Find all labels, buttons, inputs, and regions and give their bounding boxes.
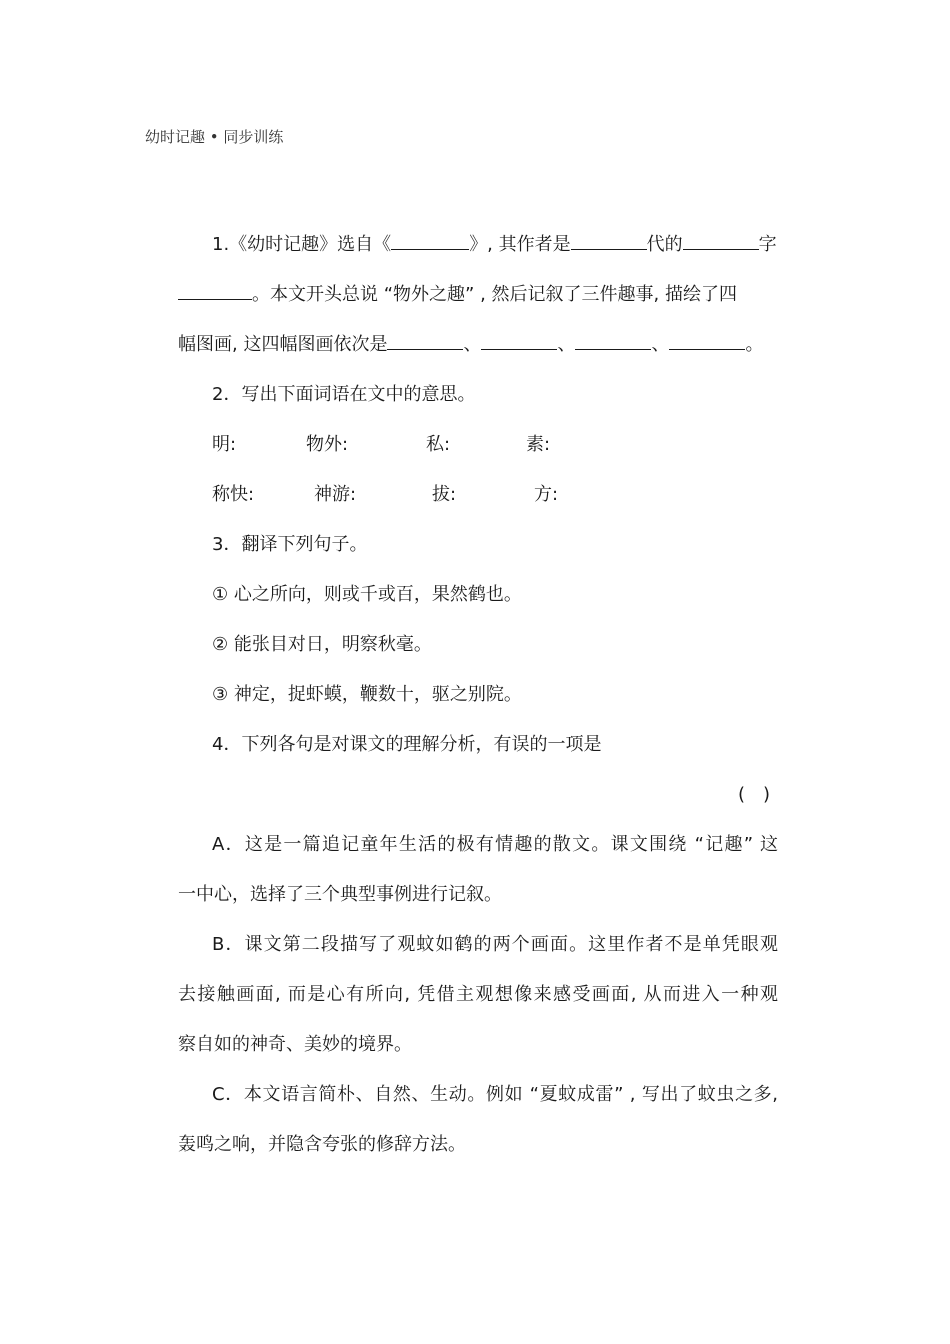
question-3-item-1: ① 心之所向，则或千或百，果然鹤也。 bbox=[212, 584, 522, 605]
q1-text-6: 幅图画, 这四幅图画依次是 bbox=[178, 334, 388, 355]
blank-courtesy-name bbox=[178, 281, 252, 300]
page-header: 幼时记趣 • 同步训练 bbox=[145, 128, 284, 146]
q1-text-4: 字 bbox=[758, 234, 777, 255]
option-b-line-2: 去接触画面, 而是心有所向, 凭借主观想像来感受画面, 从而进入一种观 bbox=[178, 984, 778, 1005]
term-su: 素: bbox=[526, 434, 551, 455]
q1-sep-2: 、 bbox=[557, 334, 576, 355]
question-1-line-1 bbox=[178, 220, 778, 270]
option-c-line-1: C．本文语言简朴、自然、生动。例如 “夏蚊成雷” , 写出了蚊虫之多, bbox=[212, 1084, 778, 1105]
blank-author bbox=[571, 231, 647, 250]
exercise-content bbox=[178, 220, 778, 1170]
option-a-line-1: A．这是一篇追记童年生活的极有情趣的散文。课文围绕 “记趣” 这 bbox=[212, 834, 778, 855]
option-c-line-2: 轰鸣之响，并隐含夸张的修辞方法。 bbox=[178, 1134, 466, 1155]
question-1-line-2 bbox=[178, 270, 778, 320]
q1-text-1: 1.《幼时记趣》选自《 bbox=[212, 234, 392, 255]
answer-parentheses: ( ) bbox=[737, 784, 770, 805]
blank-picture-4 bbox=[669, 331, 745, 350]
blank-source bbox=[391, 231, 469, 250]
option-b-line-3: 察自如的神奇、美妙的境界。 bbox=[178, 1034, 412, 1055]
term-ba: 拔: bbox=[432, 484, 457, 505]
question-3-item-3: ③ 神定，捉虾蟆，鞭数十，驱之别院。 bbox=[212, 684, 522, 705]
q1-sep-1: 、 bbox=[463, 334, 482, 355]
term-wuwai: 物外: bbox=[306, 434, 349, 455]
term-shenyou: 神游: bbox=[314, 484, 357, 505]
blank-picture-1 bbox=[387, 331, 463, 350]
term-ming: 明: bbox=[212, 434, 237, 455]
term-si: 私: bbox=[426, 434, 451, 455]
question-3-item-2: ② 能张目对日，明察秋毫。 bbox=[212, 634, 432, 655]
blank-dynasty bbox=[683, 231, 759, 250]
question-2-terms-row-2 bbox=[178, 470, 778, 520]
q1-sep-3: 、 bbox=[651, 334, 670, 355]
q1-end: 。 bbox=[745, 334, 764, 355]
question-1-line-3 bbox=[178, 320, 778, 370]
question-3-title: 3．翻译下列句子。 bbox=[212, 534, 368, 555]
option-a-line-2: 一中心，选择了三个典型事例进行记叙。 bbox=[178, 884, 502, 905]
question-2-terms-row-1 bbox=[178, 420, 778, 470]
q1-text-3: 代的 bbox=[646, 234, 683, 255]
term-chengkuai: 称快: bbox=[212, 484, 255, 505]
term-fang: 方: bbox=[534, 484, 559, 505]
q1-text-2: 》, 其作者是 bbox=[469, 234, 571, 255]
blank-picture-3 bbox=[575, 331, 651, 350]
question-2-title: 2．写出下面词语在文中的意思。 bbox=[212, 384, 476, 405]
blank-picture-2 bbox=[481, 331, 557, 350]
option-b-line-1: B．课文第二段描写了观蚊如鹤的两个画面。这里作者不是单凭眼观 bbox=[212, 934, 778, 955]
q1-text-5: 。本文开头总说 “物外之趣” , 然后记叙了三件趣事, 描绘了四 bbox=[252, 284, 737, 305]
question-4-title: 4．下列各句是对课文的理解分析，有误的一项是 bbox=[212, 734, 602, 755]
